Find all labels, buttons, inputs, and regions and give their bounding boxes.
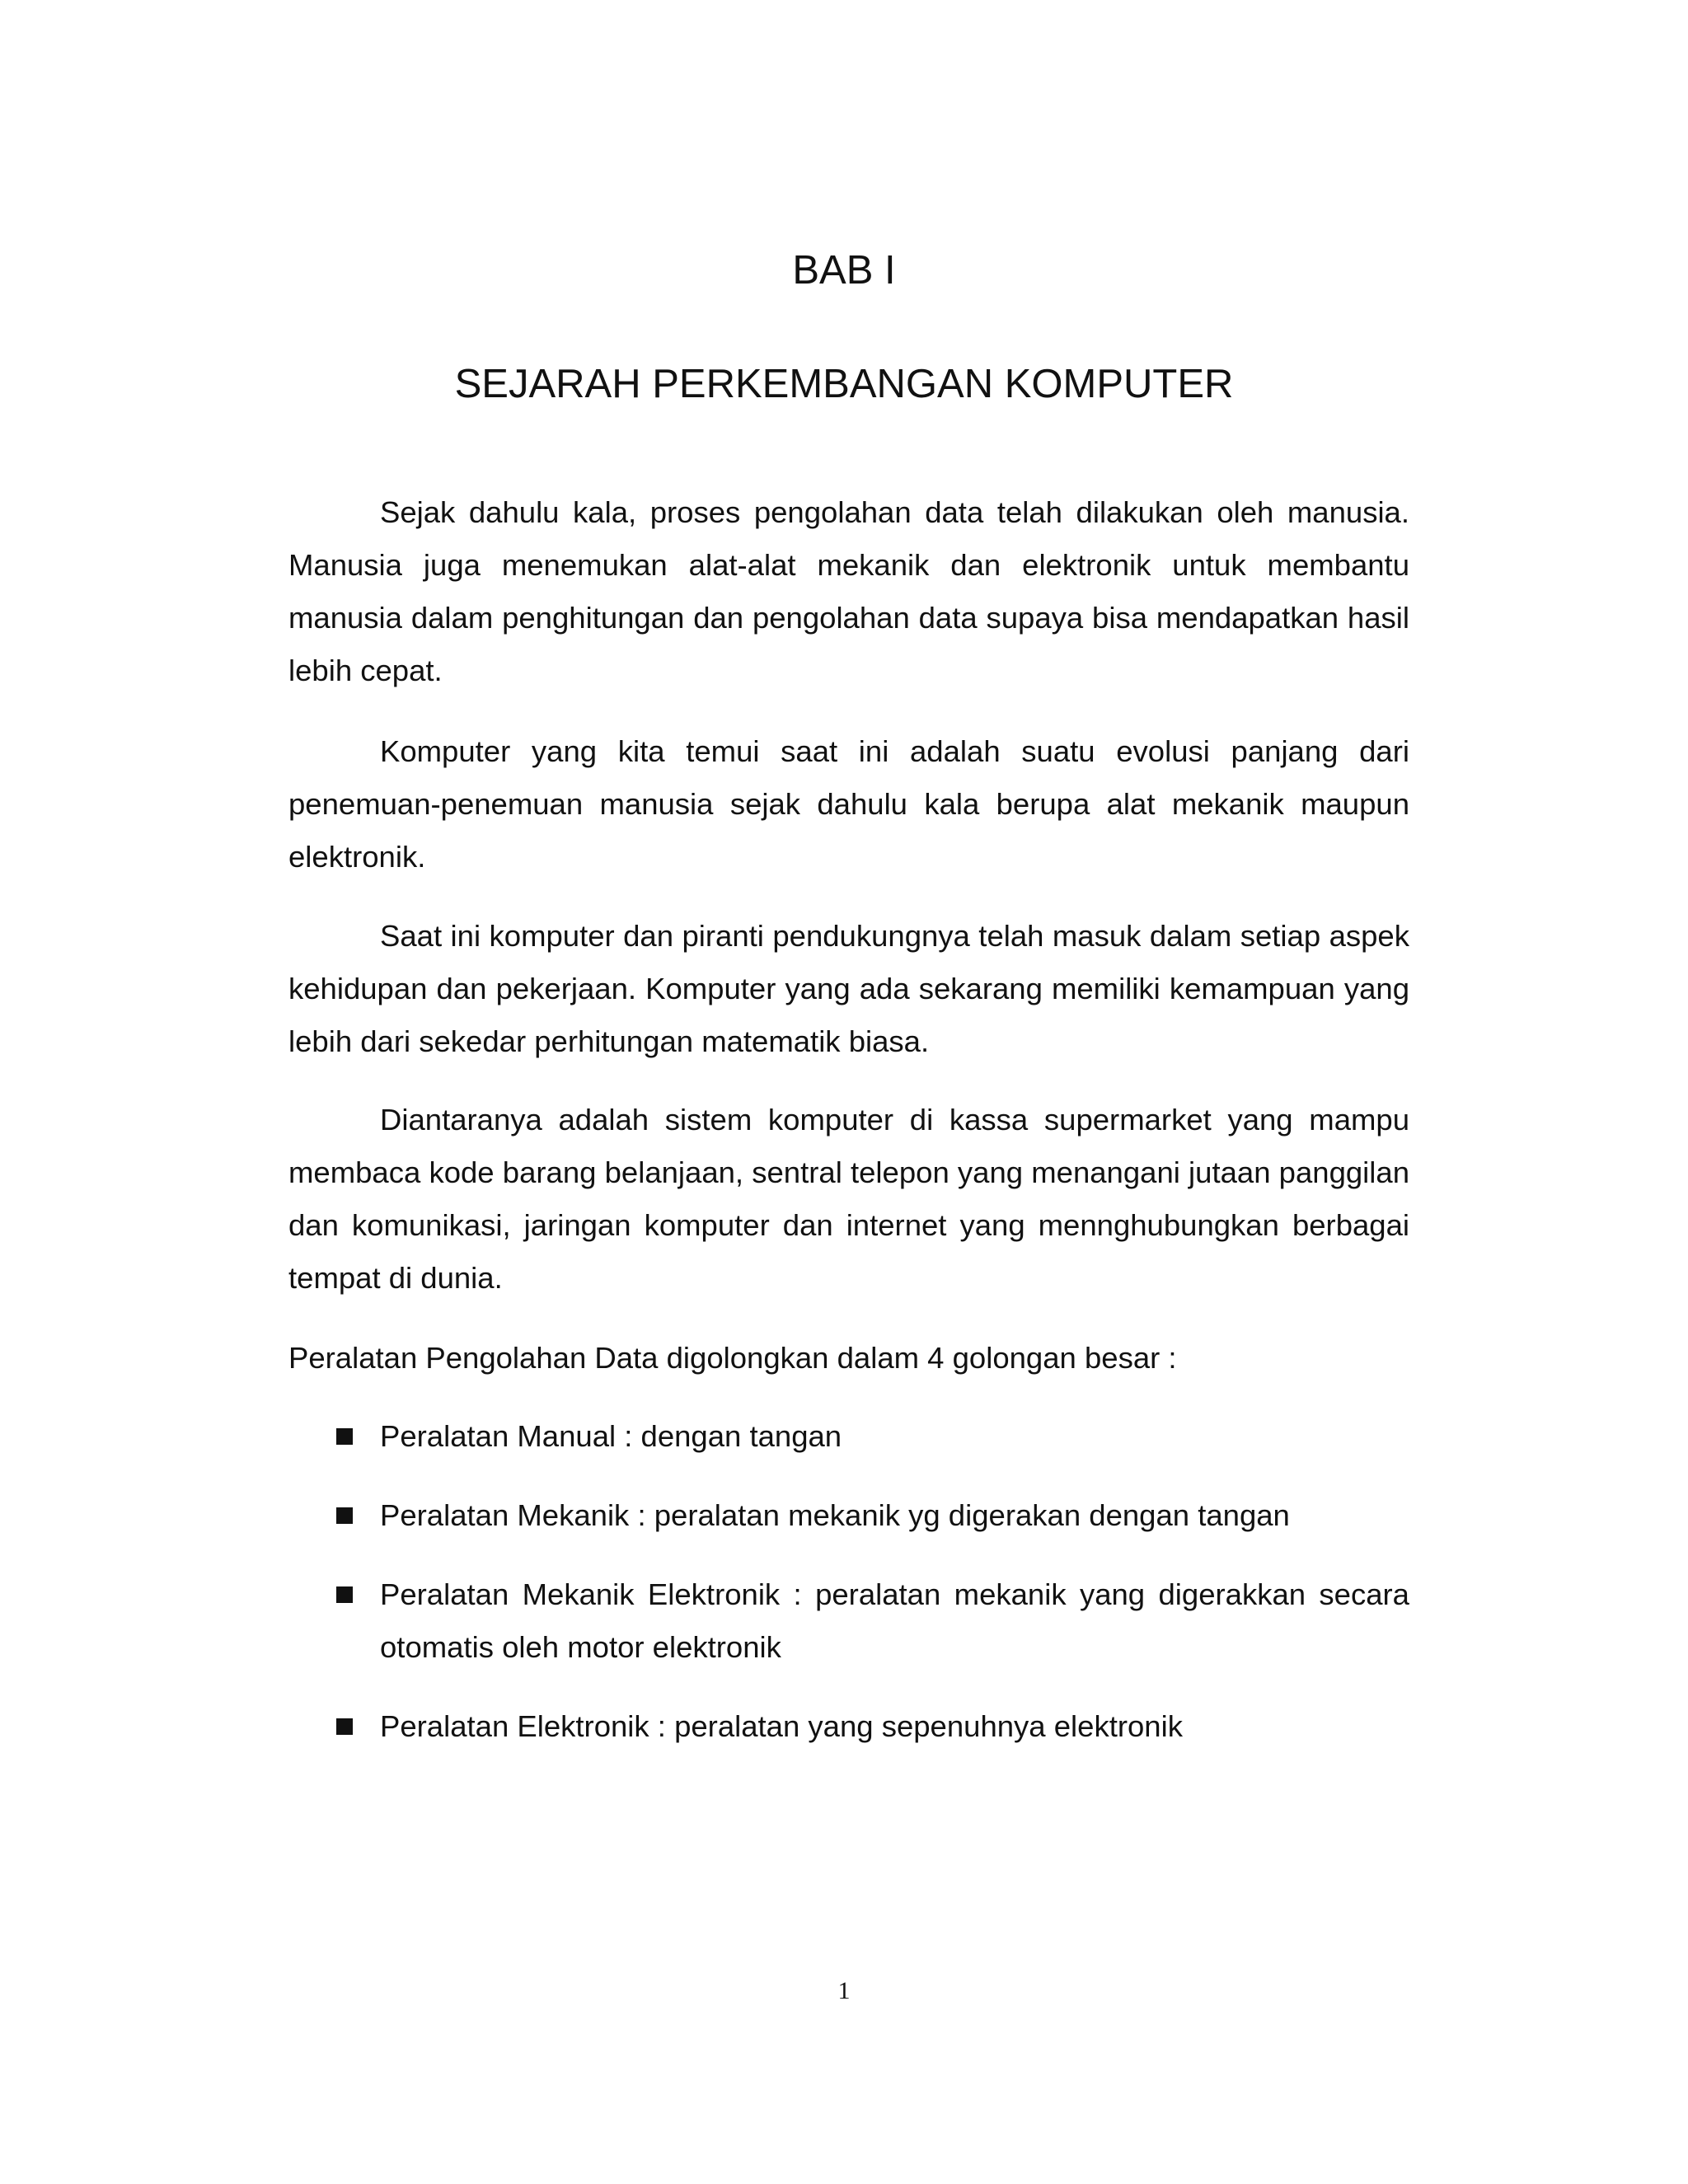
chapter-heading: BAB I bbox=[792, 248, 896, 293]
square-bullet-icon bbox=[336, 1586, 353, 1603]
chapter-title: SEJARAH PERKEMBANGAN KOMPUTER bbox=[454, 362, 1234, 406]
paragraph: Diantaranya adalah sistem komputer di kassa supermarket yang mampu membaca kode barang belanjaan, sentral telepon yang menangani jutaan panggilan dan komunikasi, jaringan komputer dan internet yang mennghubungkan berbagai tempat di dunia. bbox=[288, 1103, 1409, 1295]
square-bullet-icon bbox=[336, 1507, 353, 1524]
list-item bbox=[288, 1568, 1409, 1674]
paragraph: Sejak dahulu kala, proses pengolahan data telah dilakukan oleh manusia. Manusia juga menemukan alat-alat mekanik dan elektronik untuk membantu manusia dalam penghitungan dan pengolahan data supaya bisa mendapatkan hasil lebih cepat. bbox=[288, 495, 1409, 687]
bullet-list bbox=[288, 1410, 1409, 1779]
list-item-text: Peralatan Manual : dengan tangan bbox=[380, 1419, 842, 1453]
paragraph: Saat ini komputer dan piranti pendukungnya telah masuk dalam setiap aspek kehidupan dan pekerjaan. Komputer yang ada sekarang memiliki kemampuan yang lebih dari sekedar perhitungan matematik biasa. bbox=[288, 919, 1409, 1058]
list-item bbox=[288, 1700, 1409, 1753]
square-bullet-icon bbox=[336, 1718, 353, 1735]
list-item bbox=[288, 1410, 1409, 1463]
list-item bbox=[288, 1489, 1409, 1542]
list-item-text: Peralatan Mekanik : peralatan mekanik yg digerakan dengan tangan bbox=[380, 1498, 1290, 1532]
list-intro: Peralatan Pengolahan Data digolongkan dalam 4 golongan besar : bbox=[288, 1341, 1177, 1375]
paragraph: Komputer yang kita temui saat ini adalah suatu evolusi panjang dari penemuan-penemuan manusia sejak dahulu kala berupa alat mekanik maupun elektronik. bbox=[288, 734, 1409, 874]
list-item-text: Peralatan Mekanik Elektronik : peralatan mekanik yang digerakkan secara otomatis oleh motor elektronik bbox=[380, 1577, 1409, 1664]
list-item-text: Peralatan Elektronik : peralatan yang sepenuhnya elektronik bbox=[380, 1709, 1183, 1743]
square-bullet-icon bbox=[336, 1428, 353, 1445]
page-number: 1 bbox=[837, 1977, 851, 2004]
